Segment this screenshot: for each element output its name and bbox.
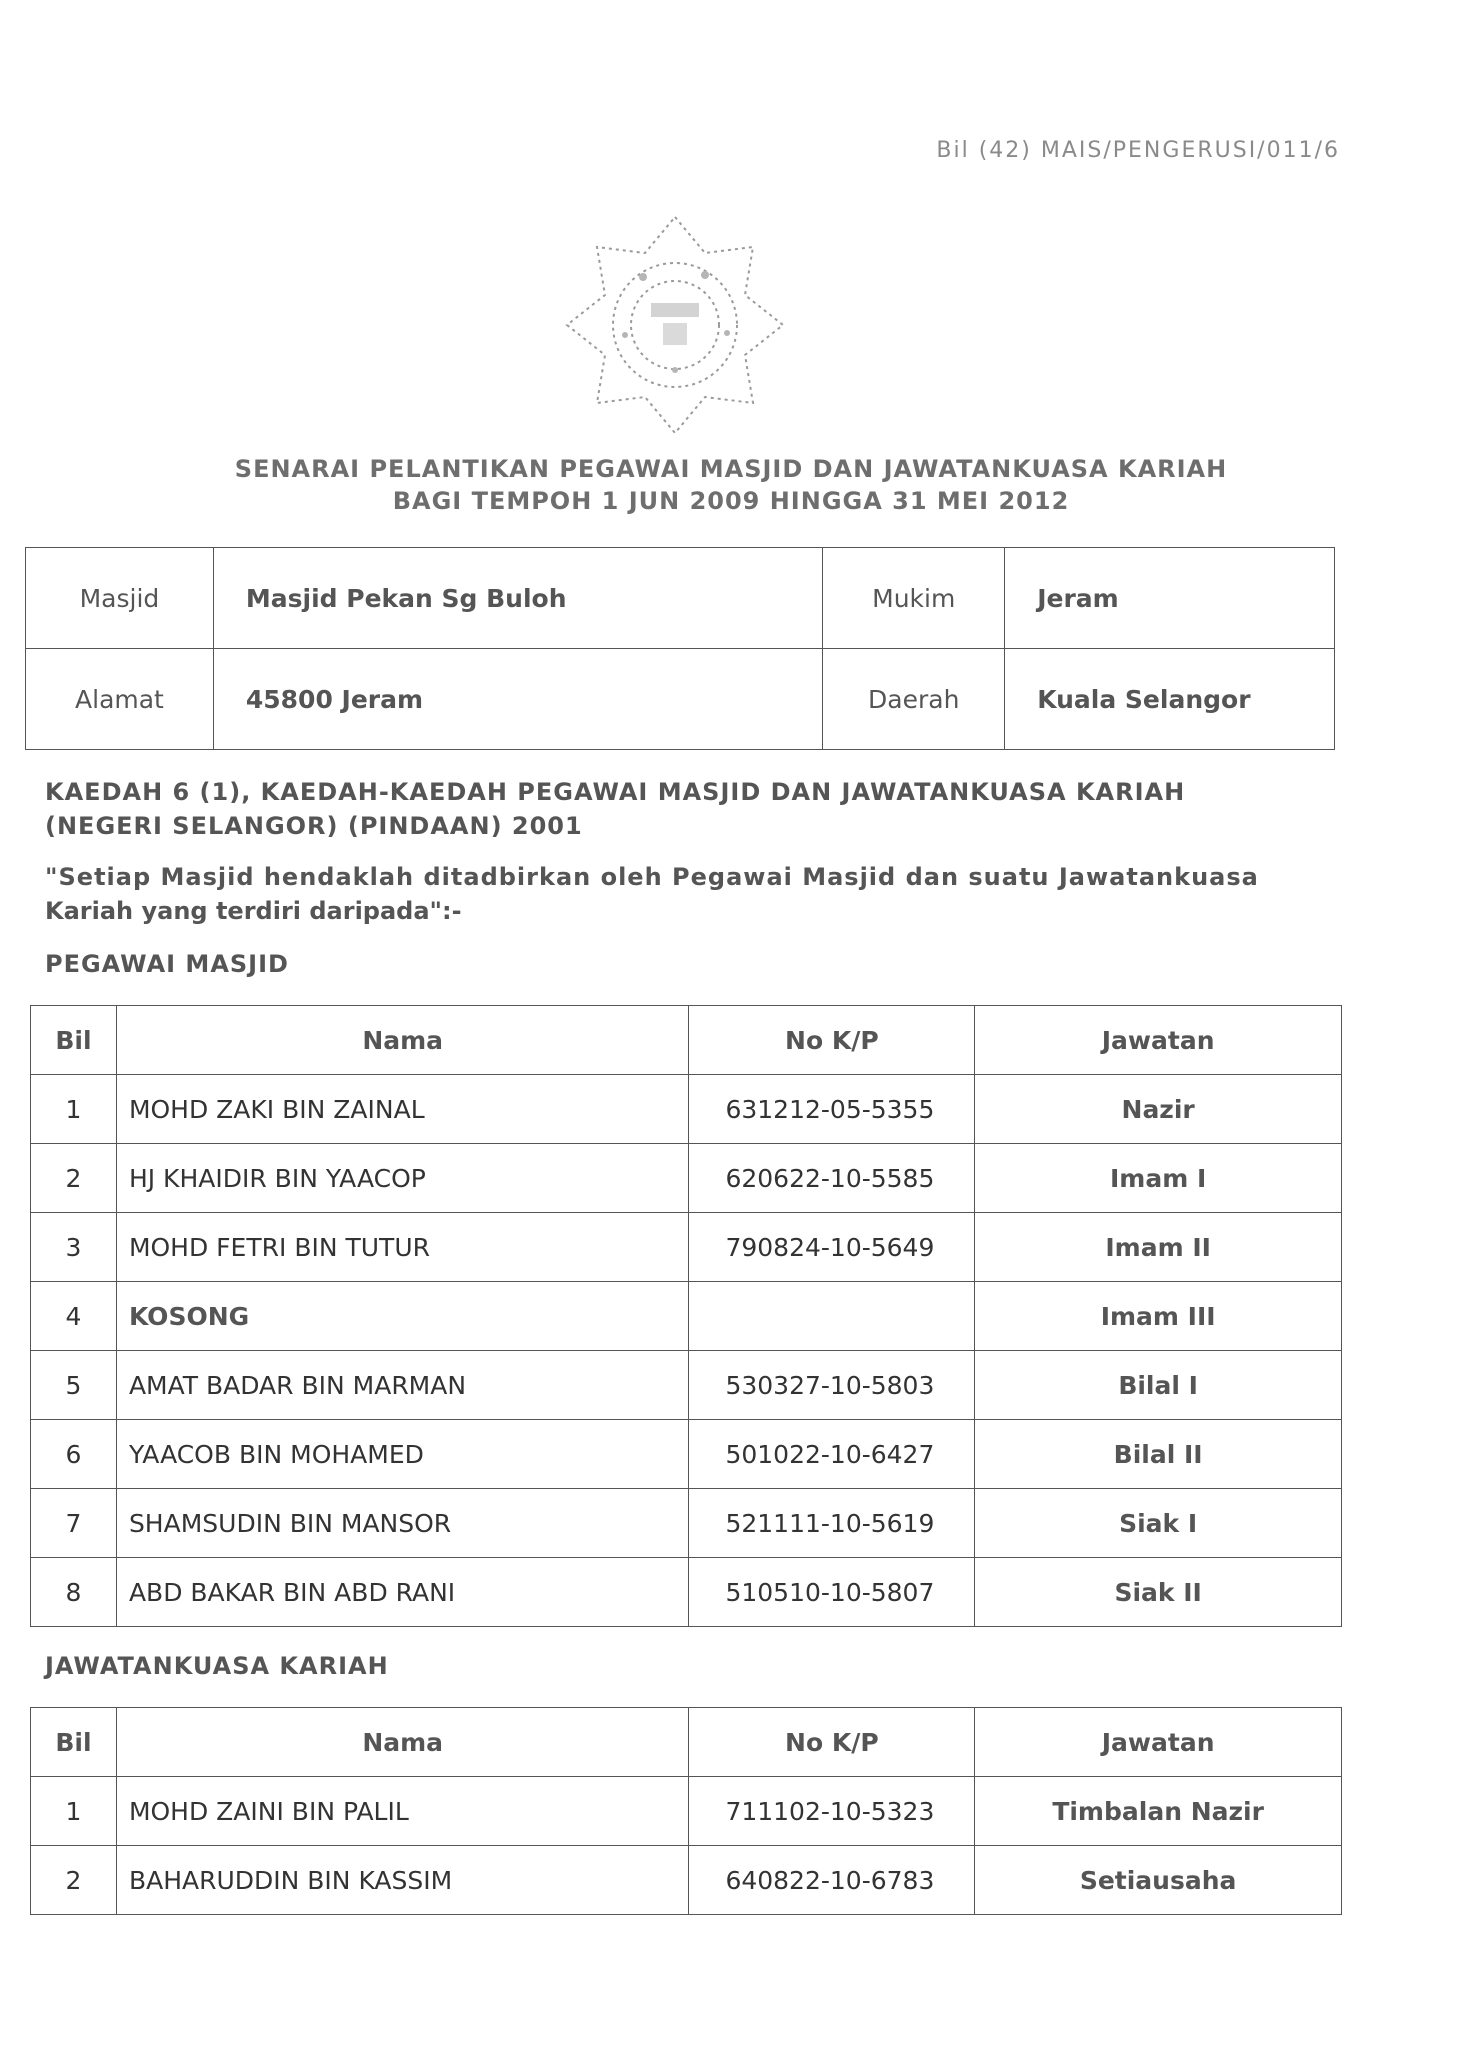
column-header-bil: Bil <box>31 1708 117 1777</box>
row-position: Imam II <box>975 1213 1342 1282</box>
masjid-value: Masjid Pekan Sg Buloh <box>213 548 822 649</box>
column-header-nama: Nama <box>116 1006 689 1075</box>
row-name: MOHD ZAINI BIN PALIL <box>116 1777 689 1846</box>
row-ic-number: 530327-10-5803 <box>689 1351 975 1420</box>
table-header-row <box>31 1006 1342 1075</box>
rule-quote-line2: Kariah yang terdiri daripada":- <box>45 897 462 925</box>
rule-reference-line2: (NEGERI SELANGOR) (PINDAAN) 2001 <box>45 812 583 840</box>
row-ic-number: 620622-10-5585 <box>689 1144 975 1213</box>
column-header-jawatan: Jawatan <box>975 1006 1342 1075</box>
row-position: Bilal I <box>975 1351 1342 1420</box>
rule-reference-line1: KAEDAH 6 (1), KAEDAH-KAEDAH PEGAWAI MASJID DAN JAWATANKUASA KARIAH <box>45 778 1186 806</box>
row-ic-number: 790824-10-5649 <box>689 1213 975 1282</box>
alamat-value: 45800 Jeram <box>213 649 822 750</box>
table-header-row <box>31 1708 1342 1777</box>
row-number: 2 <box>31 1144 117 1213</box>
mosque-info-table <box>25 547 1335 750</box>
row-position: Siak I <box>975 1489 1342 1558</box>
table-row <box>31 1282 1342 1351</box>
row-number: 8 <box>31 1558 117 1627</box>
row-ic-number: 631212-05-5355 <box>689 1075 975 1144</box>
document-period: BAGI TEMPOH 1 JUN 2009 HINGGA 31 MEI 2012 <box>392 487 1070 515</box>
row-number: 1 <box>31 1075 117 1144</box>
row-number: 7 <box>31 1489 117 1558</box>
mukim-label: Mukim <box>823 548 1005 649</box>
row-position: Bilal II <box>975 1420 1342 1489</box>
row-name: ABD BAKAR BIN ABD RANI <box>116 1558 689 1627</box>
column-header-nokp: No K/P <box>689 1006 975 1075</box>
row-name: HJ KHAIDIR BIN YAACOP <box>116 1144 689 1213</box>
daerah-value: Kuala Selangor <box>1005 649 1335 750</box>
row-name: KOSONG <box>116 1282 689 1351</box>
column-header-bil: Bil <box>31 1006 117 1075</box>
row-name: AMAT BADAR BIN MARMAN <box>116 1351 689 1420</box>
row-number: 3 <box>31 1213 117 1282</box>
row-ic-number: 521111-10-5619 <box>689 1489 975 1558</box>
row-name: YAACOB BIN MOHAMED <box>116 1420 689 1489</box>
table-row <box>31 1489 1342 1558</box>
row-position: Setiausaha <box>975 1846 1342 1915</box>
table-row <box>31 1846 1342 1915</box>
table-row <box>31 1144 1342 1213</box>
daerah-label: Daerah <box>823 649 1005 750</box>
table-row <box>31 1558 1342 1627</box>
alamat-label: Alamat <box>26 649 214 750</box>
column-header-jawatan: Jawatan <box>975 1708 1342 1777</box>
section-heading-pegawai: PEGAWAI MASJID <box>45 950 289 978</box>
seal-icon <box>555 205 795 445</box>
row-number: 4 <box>31 1282 117 1351</box>
row-name: MOHD FETRI BIN TUTUR <box>116 1213 689 1282</box>
table-row <box>31 1075 1342 1144</box>
row-position: Nazir <box>975 1075 1342 1144</box>
row-ic-number: 640822-10-6783 <box>689 1846 975 1915</box>
section-heading-jawatankuasa: JAWATANKUASA KARIAH <box>45 1652 389 1680</box>
rule-quote-line1: "Setiap Masjid hendaklah ditadbirkan oleh Pegawai Masjid dan suatu Jawatankuasa <box>45 863 1259 891</box>
row-position: Imam III <box>975 1282 1342 1351</box>
pegawai-table <box>30 1005 1342 1627</box>
row-number: 1 <box>31 1777 117 1846</box>
table-row <box>31 1351 1342 1420</box>
info-row <box>26 649 1335 750</box>
row-ic-number: 510510-10-5807 <box>689 1558 975 1627</box>
table-row <box>31 1777 1342 1846</box>
jawatankuasa-table <box>30 1707 1342 1915</box>
column-header-nokp: No K/P <box>689 1708 975 1777</box>
masjid-label: Masjid <box>26 548 214 649</box>
table-row <box>31 1213 1342 1282</box>
row-number: 6 <box>31 1420 117 1489</box>
reference-number: Bil (42) MAIS/PENGERUSI/011/6 <box>936 138 1340 163</box>
row-position: Timbalan Nazir <box>975 1777 1342 1846</box>
mukim-value: Jeram <box>1005 548 1335 649</box>
row-position: Siak II <box>975 1558 1342 1627</box>
row-ic-number: 501022-10-6427 <box>689 1420 975 1489</box>
row-ic-number <box>689 1282 975 1351</box>
row-ic-number: 711102-10-5323 <box>689 1777 975 1846</box>
row-number: 5 <box>31 1351 117 1420</box>
column-header-nama: Nama <box>116 1708 689 1777</box>
row-name: BAHARUDDIN BIN KASSIM <box>116 1846 689 1915</box>
row-number: 2 <box>31 1846 117 1915</box>
row-position: Imam I <box>975 1144 1342 1213</box>
row-name: SHAMSUDIN BIN MANSOR <box>116 1489 689 1558</box>
document-title: SENARAI PELANTIKAN PEGAWAI MASJID DAN JAWATANKUASA KARIAH <box>234 455 1228 483</box>
info-row <box>26 548 1335 649</box>
row-name: MOHD ZAKI BIN ZAINAL <box>116 1075 689 1144</box>
table-row <box>31 1420 1342 1489</box>
